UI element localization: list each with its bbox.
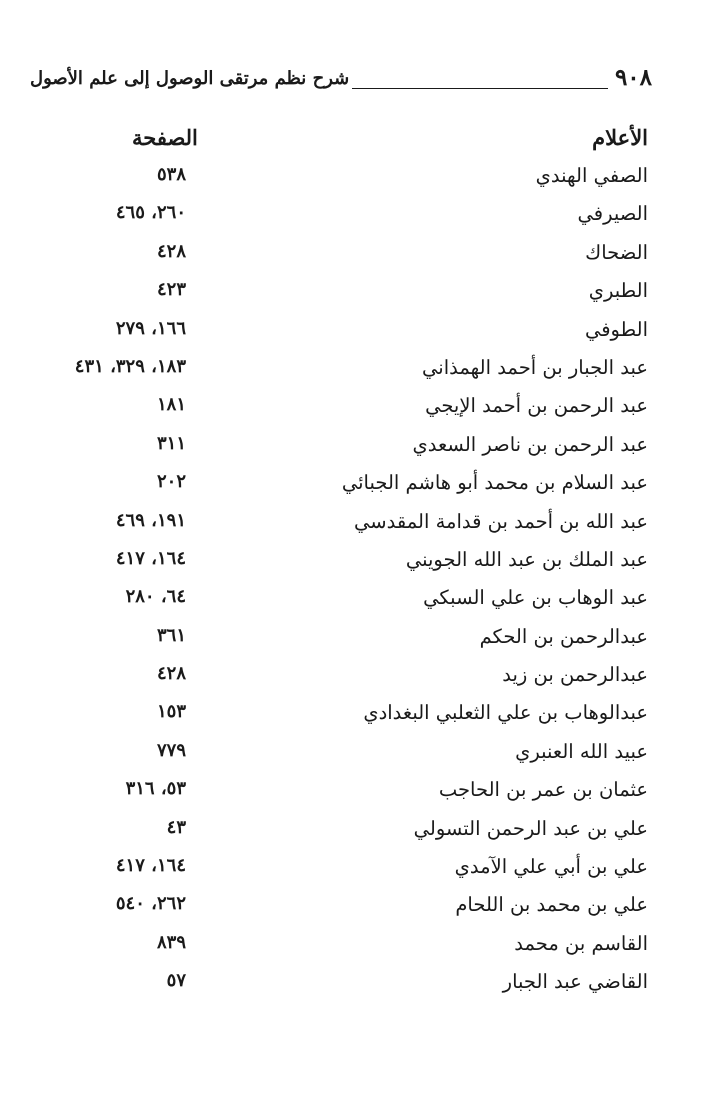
entry-pages: ٧٧٩ xyxy=(156,739,186,761)
index-entry xyxy=(0,769,708,807)
index-entry xyxy=(0,846,708,884)
entry-name: عثمان بن عمر بن الحاجب xyxy=(438,778,648,802)
entry-pages: ٥٧ xyxy=(166,970,186,992)
index-entry xyxy=(0,731,708,769)
entry-name: علي بن أبي علي الآمدي xyxy=(454,855,648,879)
entry-pages: ٨٣٩ xyxy=(156,931,186,953)
header-rule xyxy=(352,88,608,89)
index-entry xyxy=(0,309,708,347)
entry-pages: ٤٢٨ xyxy=(156,240,186,262)
entry-pages: ٣٦١ xyxy=(156,624,186,646)
index-entry xyxy=(0,347,708,385)
index-entry xyxy=(0,539,708,577)
index-entry xyxy=(0,923,708,961)
entry-name: عبد الله بن أحمد بن قدامة المقدسي xyxy=(354,509,648,533)
index-entry xyxy=(0,616,708,654)
index-entry xyxy=(0,424,708,462)
entry-name: عبيد الله العنبري xyxy=(515,739,648,763)
index-entry xyxy=(0,884,708,922)
entry-name: عبد السلام بن محمد أبو هاشم الجبائي xyxy=(341,471,648,495)
entry-pages: ٣١١ xyxy=(156,432,186,454)
entry-name: عبد الملك بن عبد الله الجويني xyxy=(405,547,648,571)
running-title: شرح نظم مرتقى الوصول إلى علم الأصول xyxy=(30,68,350,89)
index-entry xyxy=(0,808,708,846)
index-entry xyxy=(0,232,708,270)
entry-name: علي بن محمد بن اللحام xyxy=(455,893,648,917)
entry-name: الطوفي xyxy=(584,317,648,341)
names-column-heading: الأعلام xyxy=(592,125,648,150)
entry-pages: ٦٤، ٢٨٠ xyxy=(125,586,186,608)
entry-pages: ١٩١، ٤٦٩ xyxy=(115,509,186,531)
entry-pages: ١٨١ xyxy=(156,394,186,416)
index-entries xyxy=(0,155,708,1000)
entry-pages: ٢٠٢ xyxy=(156,471,186,493)
pages-column-heading: الصفحة xyxy=(132,125,198,150)
entry-name: القاسم بن محمد xyxy=(514,931,648,955)
entry-name: الضحاك xyxy=(585,240,648,264)
entry-name: عبدالرحمن بن زيد xyxy=(502,663,648,687)
entry-pages: ١٦٦، ٢٧٩ xyxy=(115,317,186,339)
entry-name: الطبري xyxy=(588,279,648,303)
entry-name: عبد الرحمن بن أحمد الإيجي xyxy=(425,394,648,418)
entry-pages: ٥٣٨ xyxy=(156,164,186,185)
page-header xyxy=(30,62,652,96)
index-entry xyxy=(0,692,708,730)
index-entry xyxy=(0,462,708,500)
entry-pages: ٤٢٨ xyxy=(156,663,186,685)
page-number: ٩٠٨ xyxy=(614,64,652,91)
entry-pages: ١٨٣، ٣٢٩، ٤٣١ xyxy=(74,355,186,377)
entry-pages: ٤٣ xyxy=(166,816,186,838)
entry-name: عبدالرحمن بن الحكم xyxy=(479,624,648,648)
index-entry xyxy=(0,385,708,423)
entry-pages: ٥٣، ٣١٦ xyxy=(125,778,186,800)
entry-name: الصيرفي xyxy=(577,202,648,226)
index-entry xyxy=(0,155,708,193)
index-entry xyxy=(0,193,708,231)
entry-name: عبدالوهاب بن علي الثعلبي البغدادي xyxy=(363,701,648,725)
entry-name: القاضي عبد الجبار xyxy=(502,970,648,994)
index-entry xyxy=(0,270,708,308)
entry-name: علي بن عبد الرحمن التسولي xyxy=(413,816,648,840)
entry-name: عبد الرحمن بن ناصر السعدي xyxy=(412,432,648,456)
entry-pages: ٢٦٢، ٥٤٠ xyxy=(115,893,186,915)
entry-pages: ١٦٤، ٤١٧ xyxy=(115,855,186,877)
entry-pages: ١٥٣ xyxy=(156,701,186,723)
index-entry xyxy=(0,654,708,692)
entry-pages: ٢٦٠، ٤٦٥ xyxy=(115,202,186,224)
entry-name: عبد الوهاب بن علي السبكي xyxy=(423,586,648,610)
index-entry xyxy=(0,577,708,615)
index-entry xyxy=(0,501,708,539)
index-entry xyxy=(0,961,708,999)
entry-name: الصفي الهندي xyxy=(535,164,648,187)
entry-pages: ١٦٤، ٤١٧ xyxy=(115,547,186,569)
entry-pages: ٤٢٣ xyxy=(156,279,186,301)
entry-name: عبد الجبار بن أحمد الهمذاني xyxy=(422,355,648,379)
